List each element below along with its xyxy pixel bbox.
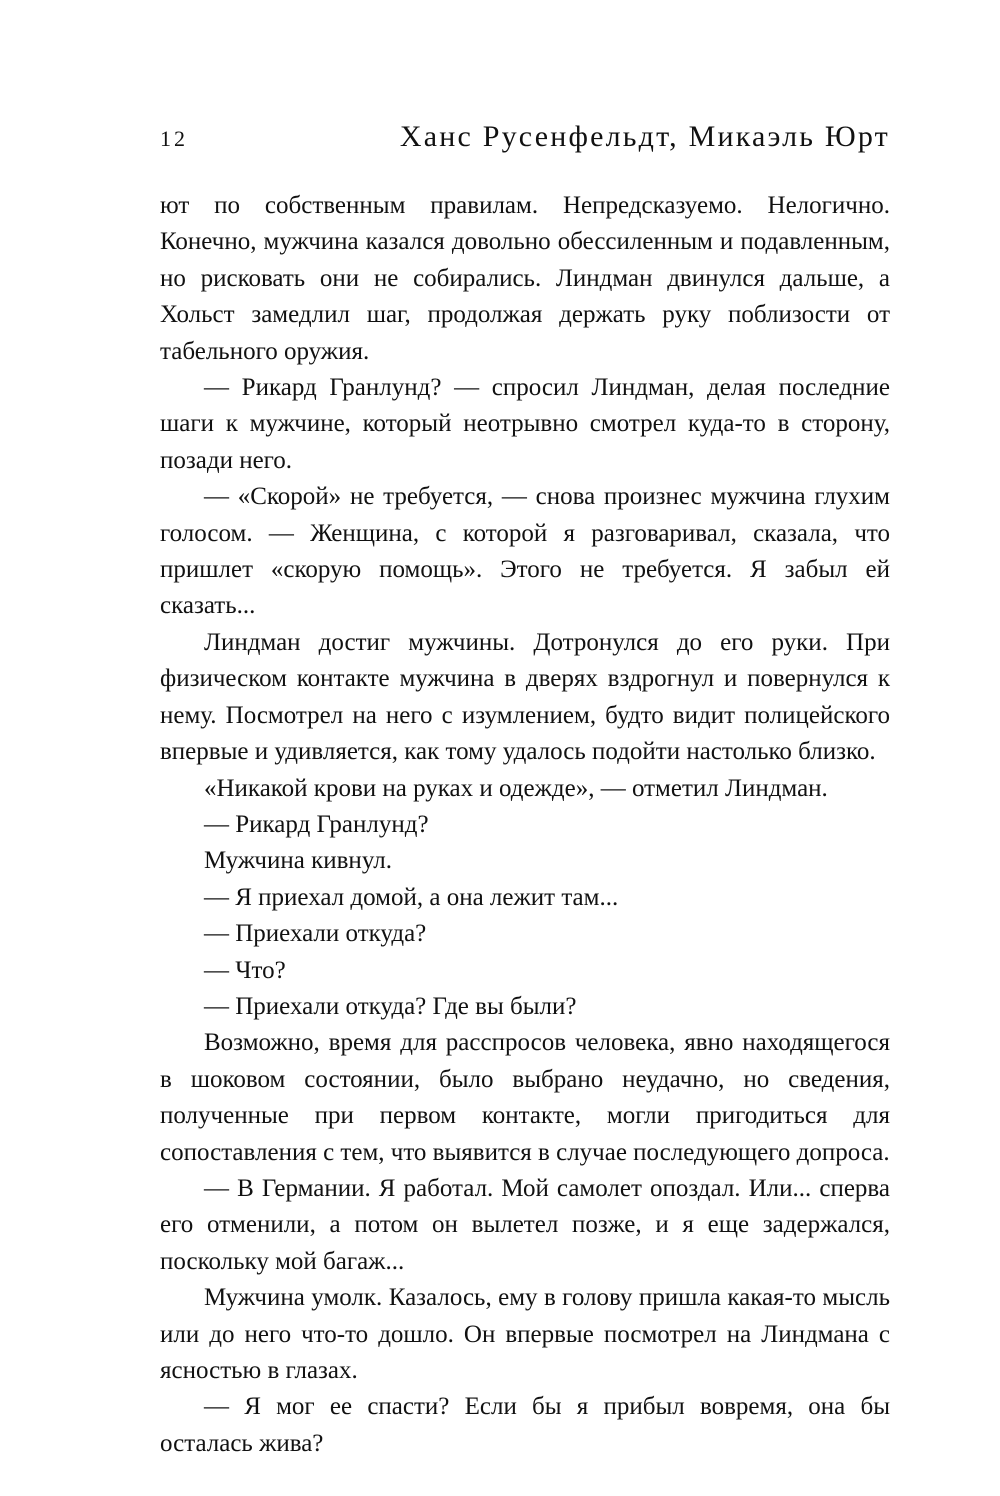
running-title: Ханс Русенфельдт, Микаэль Юрт [399,120,890,153]
paragraph: — Что? [204,956,286,984]
paragraph: «Никакой крови на руках и одежде», — отметил Линдман. [204,774,828,802]
paragraph: — Я приехал домой, а она лежит там... [204,883,619,911]
book-page [160,120,890,1462]
paragraph: — Приехали откуда? Где вы были? [204,992,577,1020]
body-text [160,188,890,1462]
paragraph: — «Скорой» не требуется, — снова произнес мужчина глухим голосом. — Женщина, с которой я разговаривал, сказала, что пришлет «скорую помощь». Этого не требуется. Я забыл ей сказать... [160,483,890,620]
running-head [160,120,890,170]
paragraph: Мужчина кивнул. [204,847,392,875]
paragraph: Возможно, время для расспросов человека, явно находящегося в шоковом состоянии, было выбрано неудачно, но сведения, полученные при первом контакте, могли пригодиться для сопоставления с тем, что выявится в случае последующего допроса. [160,1029,890,1166]
page-number: 12 [160,126,188,151]
paragraph: — Рикард Гранлунд? — спросил Линдман, делая последние шаги к мужчине, который неотрывно смотрел куда-то в сторону, позади него. [160,374,890,474]
paragraph: — В Германии. Я работал. Мой самолет опоздал. Или... сперва его отменили, а потом он вылетел позже, и я еще задержался, поскольку мой багаж... [160,1174,890,1275]
paragraph: — Я мог ее спасти? Если бы я прибыл вовремя, она бы осталась жива? [160,1393,890,1457]
paragraph: — Рикард Гранлунд? [204,810,429,838]
paragraph: — Приехали откуда? [204,920,427,948]
paragraph: Мужчина умолк. Казалось, ему в голову пришла какая-то мысль или до него что-то дошло. Он впервые посмотрел на Линдмана с ясностью в глазах. [160,1284,890,1384]
paragraph: ют по собственным правилам. Непредсказуемо. Нелогично. Конечно, мужчина казался довольно обессиленным и подавленным, но рисковать они не собирались. Линдман двинулся дальше, а Хольст замедлил шаг, продолжая держать руку поблизости от табельного оружия. [160,192,890,365]
paragraph: Линдман достиг мужчины. Дотронулся до его руки. При физическом контакте мужчина в дверях вздрогнул и повернулся к нему. Посмотрел на него с изумлением, будто видит полицейского впервые и удивляется, как тому удалось подойти настолько близко. [160,628,890,766]
